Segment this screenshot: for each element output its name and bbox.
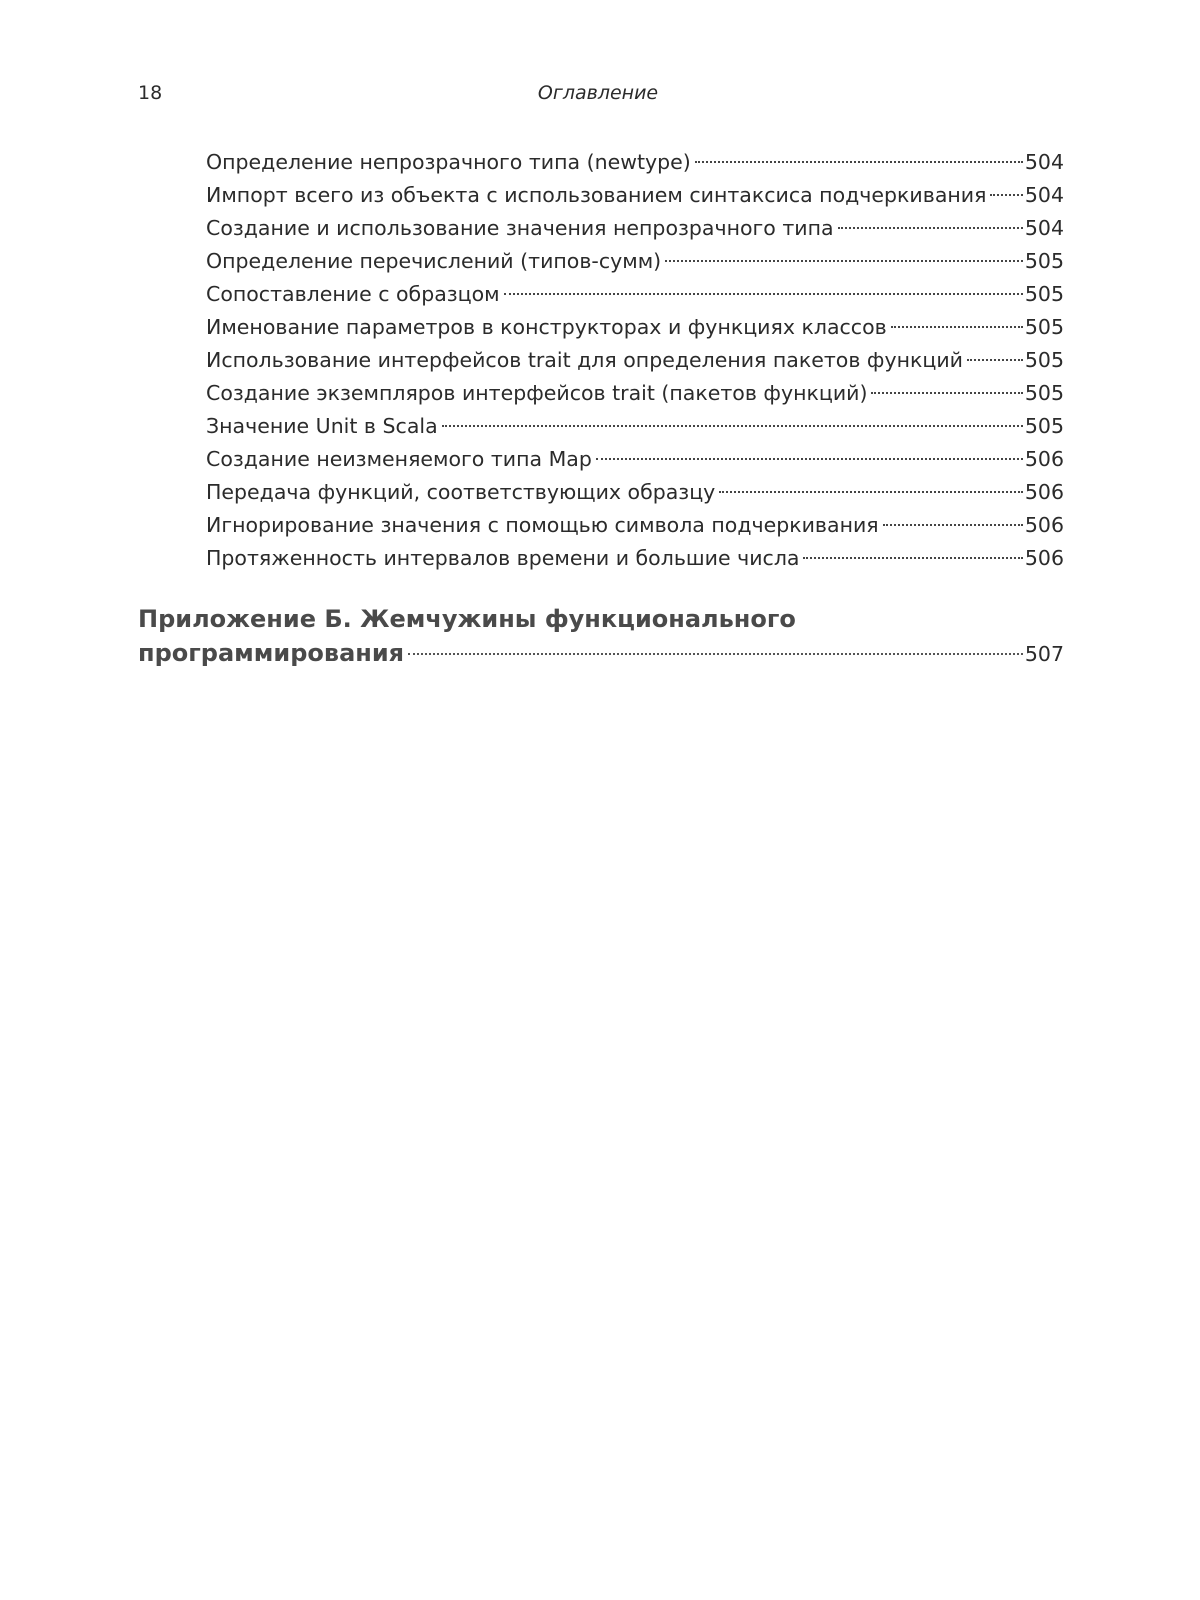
toc-entry-title: Импорт всего из объекта с использованием синтаксиса подчеркивания xyxy=(206,183,987,207)
page-header xyxy=(138,82,1058,112)
toc-entry-title: Использование интерфейсов trait для определения пакетов функций xyxy=(206,348,963,372)
appendix-title-row xyxy=(138,636,1064,670)
toc-leader-dots xyxy=(695,161,1023,163)
toc-entry-page: 506 xyxy=(1024,447,1064,471)
toc-leader-dots xyxy=(990,194,1022,196)
appendix-page: 507 xyxy=(1024,642,1064,666)
toc-entry-title: Именование параметров в конструкторах и функциях классов xyxy=(206,315,887,339)
toc-leader-dots xyxy=(871,392,1022,394)
appendix-title-line2: программирования xyxy=(138,639,405,667)
toc-entry[interactable] xyxy=(206,542,1064,575)
toc-leader-dots xyxy=(838,227,1023,229)
toc-entry-page: 506 xyxy=(1024,480,1064,504)
toc-entry[interactable] xyxy=(206,410,1064,443)
running-title: Оглавление xyxy=(537,82,659,104)
toc-entry-page: 504 xyxy=(1024,183,1064,207)
toc-entry-page: 504 xyxy=(1024,216,1064,240)
toc-entry[interactable] xyxy=(206,146,1064,179)
toc-entry[interactable] xyxy=(206,212,1064,245)
toc-entry-title: Передача функций, соответствующих образцу xyxy=(206,480,716,504)
toc-entry-title: Определение непрозрачного типа (newtype) xyxy=(206,150,691,174)
toc-entry[interactable] xyxy=(206,476,1064,509)
toc-entry-title: Игнорирование значения с помощью символа подчеркивания xyxy=(206,513,879,537)
toc-entry[interactable] xyxy=(206,179,1064,212)
toc-entry-title: Создание и использование значения непрозрачного типа xyxy=(206,216,834,240)
toc-entry-page: 506 xyxy=(1024,513,1064,537)
toc-entry-page: 506 xyxy=(1024,546,1064,570)
toc-entry[interactable] xyxy=(206,278,1064,311)
toc-list xyxy=(206,146,1064,575)
toc-entry[interactable] xyxy=(206,443,1064,476)
page-number: 18 xyxy=(138,82,163,104)
toc-leader-dots xyxy=(803,557,1022,559)
toc-entry-title: Сопоставление с образцом xyxy=(206,282,500,306)
toc-leader-dots xyxy=(442,425,1023,427)
toc-entry[interactable] xyxy=(206,311,1064,344)
toc-entry-page: 505 xyxy=(1024,315,1064,339)
appendix-title-line1: Приложение Б. Жемчужины функционального xyxy=(138,605,796,633)
toc-entry[interactable] xyxy=(206,509,1064,542)
toc-entry[interactable] xyxy=(206,377,1064,410)
appendix-entry[interactable] xyxy=(138,602,1064,670)
toc-entry-page: 505 xyxy=(1024,381,1064,405)
toc-leader-dots xyxy=(891,326,1023,328)
toc-leader-dots xyxy=(883,524,1023,526)
toc-entry-title: Определение перечислений (типов-сумм) xyxy=(206,249,662,273)
toc-entry-title: Значение Unit в Scala xyxy=(206,414,438,438)
toc-entry-page: 505 xyxy=(1024,249,1064,273)
toc-entry-page: 505 xyxy=(1024,414,1064,438)
toc-entry-page: 505 xyxy=(1024,282,1064,306)
toc-entry-page: 505 xyxy=(1024,348,1064,372)
toc-entry-title: Протяженность интервалов времени и большие числа xyxy=(206,546,800,570)
toc-entry-page: 504 xyxy=(1024,150,1064,174)
toc-leader-dots xyxy=(719,491,1023,493)
toc-leader-dots xyxy=(408,653,1023,655)
toc-leader-dots xyxy=(504,293,1023,295)
toc-entry-title: Создание экземпляров интерфейсов trait (пакетов функций) xyxy=(206,381,868,405)
toc-leader-dots xyxy=(596,458,1023,460)
toc-entry[interactable] xyxy=(206,344,1064,377)
toc-entry-title: Создание неизменяемого типа Map xyxy=(206,447,592,471)
toc-entry[interactable] xyxy=(206,245,1064,278)
toc-leader-dots xyxy=(665,260,1023,262)
toc-leader-dots xyxy=(967,359,1023,361)
